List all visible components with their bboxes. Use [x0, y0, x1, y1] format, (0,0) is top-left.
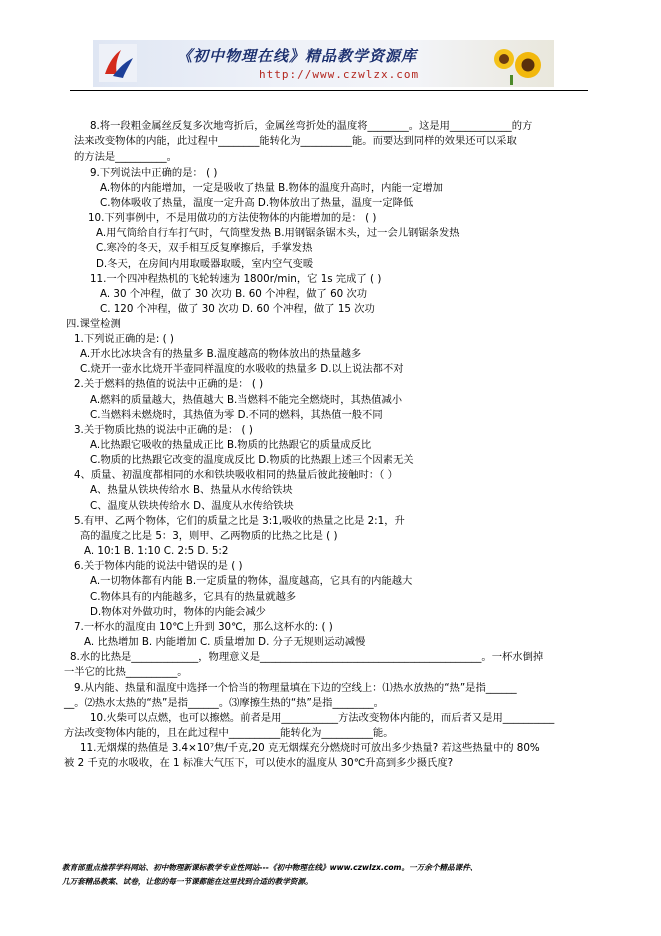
test-4-stem: 4、质量、初温度都相同的水和铁块吸收相同的热量后彼此接触时：（ ） [74, 469, 398, 481]
test-9-line-2: __。⑵热水太热的“热”是指______。⑶摩擦生热的“热”是指________。 [64, 697, 384, 709]
section-heading: 四.课堂检测 [66, 318, 121, 330]
question-9-stem: 9.下列说法中正确的是： ( ) [90, 167, 218, 179]
test-4-options-ab: A、热量从铁块传给水 B、热量从水传给铁块 [90, 484, 293, 496]
question-8-line-3: 的方法是__________。 [74, 151, 177, 163]
test-4-options-cd: C、温度从铁块传给水 D、温度从水传给铁块 [90, 500, 294, 512]
test-11-line-1: 11.无烟煤的热值是 3.4×10⁷焦/千克,20 克无烟煤充分燃烧时可放出多少热量? 若这些热量中的 80% [80, 742, 540, 754]
test-1-options-cd: C.烧开一壶水比烧开半壶同样温度的水吸收的热量多 D.以上说法都不对 [80, 363, 404, 375]
test-2-options-cd: C.当燃料未燃烧时，其热值为零 D.不同的燃料，其热值一般不同 [90, 409, 383, 421]
question-10-option-d: D.冬天，在房间内用取暖器取暖，室内空气变暖 [96, 258, 314, 270]
question-11-options-cd: C. 120 个冲程，做了 30 次功 D. 60 个冲程，做了 15 次功 [100, 303, 375, 315]
header-banner [93, 40, 554, 87]
test-1-stem: 1.下列说正确的是: ( ) [74, 333, 174, 345]
test-5-stem-2: 高的温度之比是 5：3，则甲、乙两物质的比热之比是 ( ) [80, 530, 338, 542]
test-11-line-2: 被 2 千克的水吸收，在 1 标准大气压下，可以使水的温度从 30℃升高到多少摄氏度? [64, 757, 454, 769]
question-11-options-ab: A. 30 个冲程，做了 30 次功 B. 60 个冲程，做了 60 次功 [100, 288, 368, 300]
test-6-stem: 6.关于物体内能的说法中错误的是 ( ) [74, 560, 243, 572]
site-url: http://www.czwlzx.com [259, 68, 420, 81]
test-8-line-1: 8.水的比热是_____________，物理意义是___________________________________________。一杯水倒掉 [70, 651, 544, 663]
site-title: 《初中物理在线》精品教学资源库 [177, 47, 418, 65]
test-3-options-cd: C.物质的比热跟它改变的温度成反比 D.物质的比热跟上述三个因素无关 [90, 454, 414, 466]
question-8-line-2: 法来改变物体的内能，此过程中________能转化为__________能。而要达到同样的效果还可以采取 [74, 135, 517, 147]
test-1-options-ab: A.开水比冰块含有的热量多 B.温度越高的物体放出的热量越多 [80, 348, 362, 360]
test-9-line-1: 9.从内能、热量和温度中选择一个恰当的物理量填在下边的空线上：⑴热水放热的“热”是指______ [74, 682, 517, 694]
footer-line-1: 教育部重点推荐学科网站、初中物理新课标教学专业性网站---《初中物理在线》www.czwlzx.com。一万余个精品课件、 [62, 863, 478, 872]
test-10-line-2: 方法改变物体内能的，且在此过程中__________能转化为__________能。 [64, 727, 394, 739]
question-8-line-1: 8.将一段粗金属丝反复多次地弯折后，金属丝弯折处的温度将________。这是用____________的方 [90, 120, 533, 132]
question-9-options-cd: C.物体吸收了热量，温度一定升高 D.物体放出了热量，温度一定降低 [100, 197, 414, 209]
test-7-stem: 7.一杯水的温度由 10℃上升到 30℃，那么这杯水的: ( ) [74, 621, 333, 633]
test-6-option-c: C.物体具有的内能越多，它具有的热量就越多 [90, 591, 297, 603]
test-10-line-1: 10.火柴可以点燃，也可以擦燃。前者是用___________方法改变物体内能的，而后者又是用__________ [90, 712, 555, 724]
test-3-options-ab: A.比热跟它吸收的热量成正比 B.物质的比热跟它的质量成反比 [90, 439, 372, 451]
question-10-option-c: C.寒冷的冬天，双手相互反复摩擦后，手掌发热 [96, 242, 313, 254]
test-3-stem: 3.关于物质比热的说法中正确的是： ( ) [74, 424, 253, 436]
test-2-options-ab: A.燃料的质量越大，热值越大 B.当燃料不能完全燃烧时，其热值减小 [90, 394, 403, 406]
test-5-stem-1: 5.有甲、乙两个物体，它们的质量之比是 3:1,吸收的热量之比是 2:1，升 [74, 515, 405, 527]
site-logo-icon [99, 44, 137, 82]
test-8-line-2: 一半它的比热__________。 [64, 666, 188, 678]
question-9-options-ab: A.物体的内能增加，一定是吸收了热量 B.物体的温度升高时，内能一定增加 [100, 182, 443, 194]
test-7-options: A. 比热增加 B. 内能增加 C. 质量增加 D. 分子无规则运动减慢 [84, 636, 366, 648]
question-10-options-ab: A.用气筒给自行车打气时，气筒壁发热 B.用钢锯条锯木头，过一会儿钢锯条发热 [96, 227, 460, 239]
header-rule [70, 90, 588, 91]
test-2-stem: 2.关于燃料的热值的说法中正确的是： ( ) [74, 378, 264, 390]
footer-line-2: 几万套精品教案、试卷，让您的每一节课都能在这里找到合适的教学资源。 [62, 877, 313, 886]
sunflower-icon [490, 43, 544, 85]
question-10-stem: 10.下列事例中，不是用做功的方法使物体的内能增加的是： ( ) [88, 212, 377, 224]
test-6-option-d: D.物体对外做功时，物体的内能会减少 [90, 606, 266, 618]
test-6-options-ab: A.一切物体都有内能 B.一定质量的物体，温度越高，它具有的内能越大 [90, 575, 413, 587]
question-11-stem: 11.一个四冲程热机的飞轮转速为 1800r/min，它 1s 完成了 ( ) [90, 273, 382, 285]
test-5-options: A. 10:1 B. 1:10 C. 2:5 D. 5:2 [84, 545, 229, 557]
